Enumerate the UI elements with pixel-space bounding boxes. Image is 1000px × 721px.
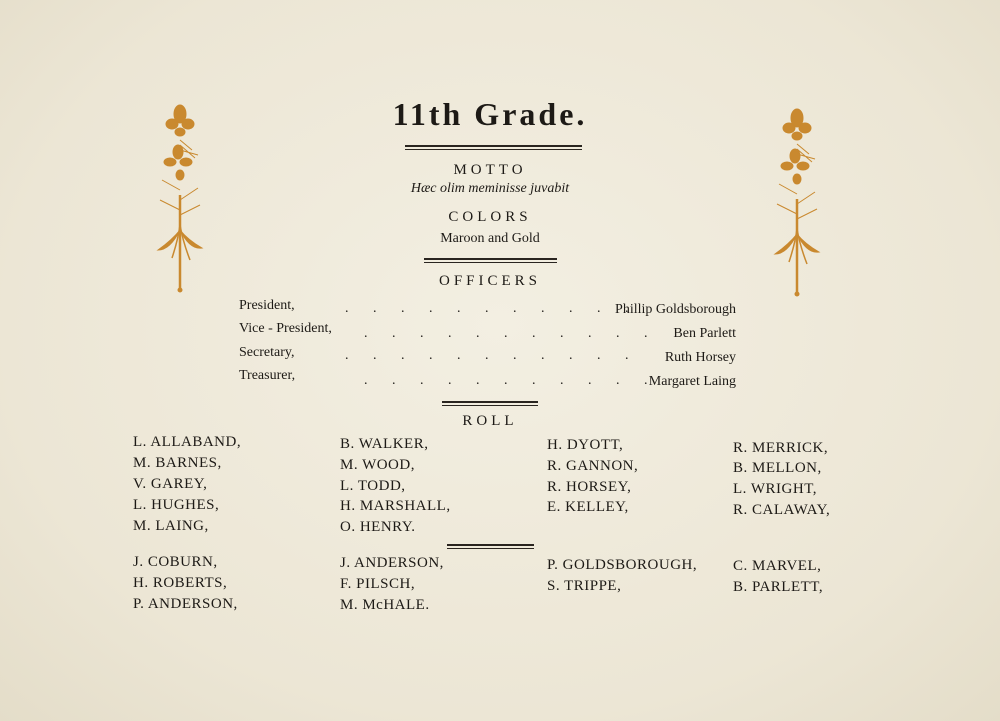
motto-heading: MOTTO: [453, 162, 527, 178]
officers-divider: [442, 401, 538, 406]
officer-role: Vice - President,: [239, 321, 332, 336]
roll-student: C. MARVEL,: [733, 558, 822, 574]
page-title: 11th Grade.: [392, 96, 588, 132]
officers-heading: OFFICERS: [438, 273, 542, 289]
roll-student: B. PARLETT,: [733, 579, 824, 595]
roll-student: R. HORSEY,: [547, 479, 632, 495]
roll-student: S. TRIPPE,: [547, 578, 622, 594]
officer-role: President,: [239, 298, 295, 313]
roll-student: P. GOLDSBOROUGH,: [547, 557, 698, 573]
roll-student: B. MELLON,: [733, 460, 822, 476]
officer-leader-dots: . . . . . . . . . . .: [345, 348, 629, 363]
roll-student: J. COBURN,: [133, 554, 218, 570]
roll-divider: [447, 544, 534, 549]
roll-student: B. WALKER,: [340, 436, 429, 452]
roll-student: L. WRIGHT,: [733, 481, 818, 497]
officer-name: Margaret Laing: [648, 374, 736, 389]
roll-student: R. CALAWAY,: [733, 502, 831, 518]
officer-leader-dots: . . . . . . . . . . .: [345, 301, 629, 316]
officer-name: Ben Parlett: [673, 326, 736, 341]
roll-student: H. DYOTT,: [547, 437, 624, 453]
roll-student: H. MARSHALL,: [340, 498, 451, 514]
colors-text: Maroon and Gold: [440, 231, 540, 246]
colors-divider: [424, 258, 557, 263]
roll-student: J. ANDERSON,: [340, 555, 444, 571]
officer-name: Ruth Horsey: [664, 350, 736, 365]
title-divider: [405, 145, 582, 150]
roll-student: R. GANNON,: [547, 458, 639, 474]
roll-student: H. ROBERTS,: [133, 575, 228, 591]
officer-name: Phillip Goldsborough: [615, 302, 736, 317]
roll-student: O. HENRY.: [340, 519, 416, 535]
roll-student: F. PILSCH,: [340, 576, 416, 592]
roll-student: L. HUGHES,: [133, 497, 220, 513]
iris-flower-icon-right: [767, 104, 827, 299]
roll-student: M. LAING,: [133, 518, 209, 534]
roll-student: V. GAREY,: [133, 476, 208, 492]
colors-heading: COLORS: [448, 209, 532, 225]
roll-student: L. TODD,: [340, 478, 406, 494]
roll-student: R. MERRICK,: [733, 440, 829, 456]
officer-role: Secretary,: [239, 345, 295, 360]
roll-student: M. WOOD,: [340, 457, 415, 473]
roll-heading: ROLL: [462, 413, 518, 429]
roll-student: E. KELLEY,: [547, 499, 629, 515]
roll-student: M. McHALE.: [340, 597, 430, 613]
roll-student: P. ANDERSON,: [133, 596, 238, 612]
roll-student: L. ALLABAND,: [133, 434, 242, 450]
motto-text: Hæc olim meminisse juvabit: [410, 181, 570, 196]
roll-student: M. BARNES,: [133, 455, 222, 471]
officer-role: Treasurer,: [239, 368, 296, 383]
officer-leader-dots: . . . . . . . . . . .: [364, 373, 648, 388]
officer-leader-dots: . . . . . . . . . . .: [364, 326, 648, 341]
